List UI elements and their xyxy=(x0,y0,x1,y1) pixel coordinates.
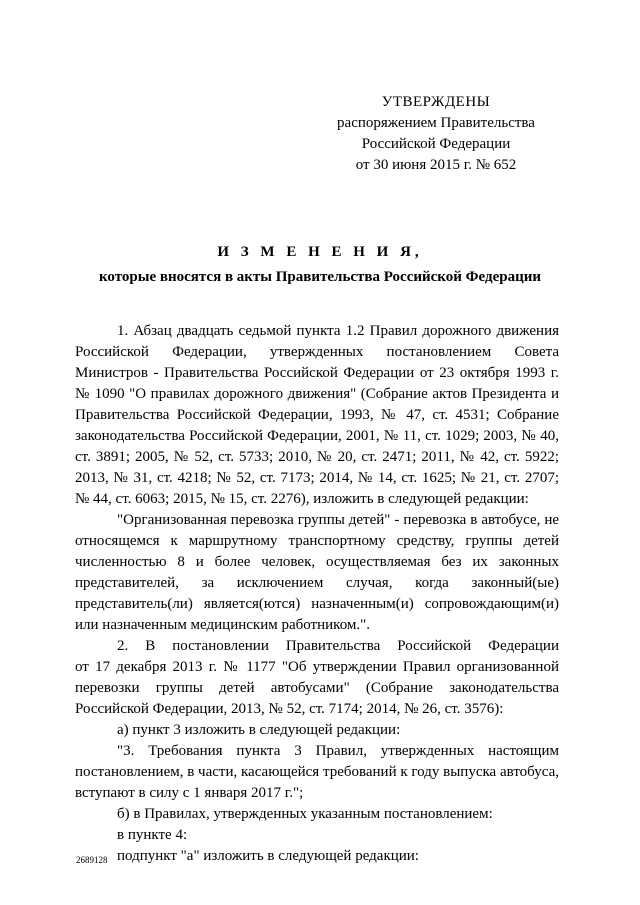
text-line: № 44, ст. 6063; 2015, № 15, ст. 2276), изложить в следующей редакции: xyxy=(75,491,529,507)
text-line: представитель(ли) является(ются) назначенным(и) сопровождающим(и) xyxy=(75,596,559,612)
text-line: 2013, № 31, ст. 4218; № 52, ст. 7173; 2014, № 14, ст. 1625; № 21, ст. 2707; xyxy=(75,470,559,486)
text-line: перевозки группы детей автобусами" (Собрание законодательства xyxy=(75,680,559,696)
approval-heading: УТВЕРЖДЕНЫ xyxy=(381,94,491,110)
text-line: в пункте 4: xyxy=(117,827,188,843)
text-line: Правительства Российской Федерации, 1993, № 47, ст. 4531; Собрание xyxy=(75,407,559,423)
approval-stamp xyxy=(336,92,536,176)
text-line: ст. 3891; 2005, № 52, ст. 5733; 2010, № 20, ст. 2471; 2011, № 42, ст. 5922; xyxy=(75,449,559,465)
text-line: Министров - Правительства Российской Федерации от 23 октября 1993 г. xyxy=(75,365,559,381)
approval-authority: распоряжением Правительства xyxy=(337,115,535,131)
text-line: численностью 8 и более человек, осуществляемая без их законных xyxy=(75,554,559,570)
text-line: Российской Федерации, 2013, № 52, ст. 7174; 2014, № 26, ст. 3576): xyxy=(75,701,504,717)
document-title: И З М Е Н Е Н И Я, xyxy=(217,244,423,260)
text-line: подпункт "а" изложить в следующей редакции: xyxy=(117,848,419,864)
text-line: вступают в силу с 1 января 2017 г."; xyxy=(75,785,304,801)
text-line: или назначенным медицинским работником.". xyxy=(75,617,371,633)
text-line: от 17 декабря 2013 г. № 1177 "Об утверждении Правил организованной xyxy=(75,659,559,675)
text-line: законодательства Российской Федерации, 2001, № 11, ст. 1029; 2003, № 40, xyxy=(75,428,559,444)
document-subtitle: которые вносятся в акты Правительства Российской Федерации xyxy=(98,269,542,285)
approval-date-number: от 30 июня 2015 г. № 652 xyxy=(355,157,517,173)
text-line: представителей, за исключением случая, когда законный(ые) xyxy=(75,575,559,591)
approval-country: Российской Федерации xyxy=(361,136,511,152)
document-body xyxy=(75,321,559,867)
text-line: 2. В постановлении Правительства Российской Федерации xyxy=(117,638,559,654)
text-line: постановлением, в части, касающейся требований к году выпуска автобуса, xyxy=(75,764,559,780)
text-line: а) пункт 3 изложить в следующей редакции: xyxy=(117,722,401,738)
text-line: "3. Требования пункта 3 Правил, утвержденных настоящим xyxy=(117,743,559,759)
text-line: 1. Абзац двадцать седьмой пункта 1.2 Правил дорожного движения xyxy=(117,323,559,339)
document-code: 2689128 xyxy=(76,855,108,865)
text-line: "Организованная перевозка группы детей" - перевозка в автобусе, не xyxy=(117,512,559,528)
text-line: № 1090 "О правилах дорожного движения" (Собрание актов Президента и xyxy=(75,386,559,402)
text-line: относящемся к маршрутному транспортному средству, группы детей xyxy=(75,533,559,549)
text-line: б) в Правилах, утвержденных указанным постановлением: xyxy=(117,806,493,822)
text-line: Российской Федерации, утвержденных постановлением Совета xyxy=(75,344,559,360)
